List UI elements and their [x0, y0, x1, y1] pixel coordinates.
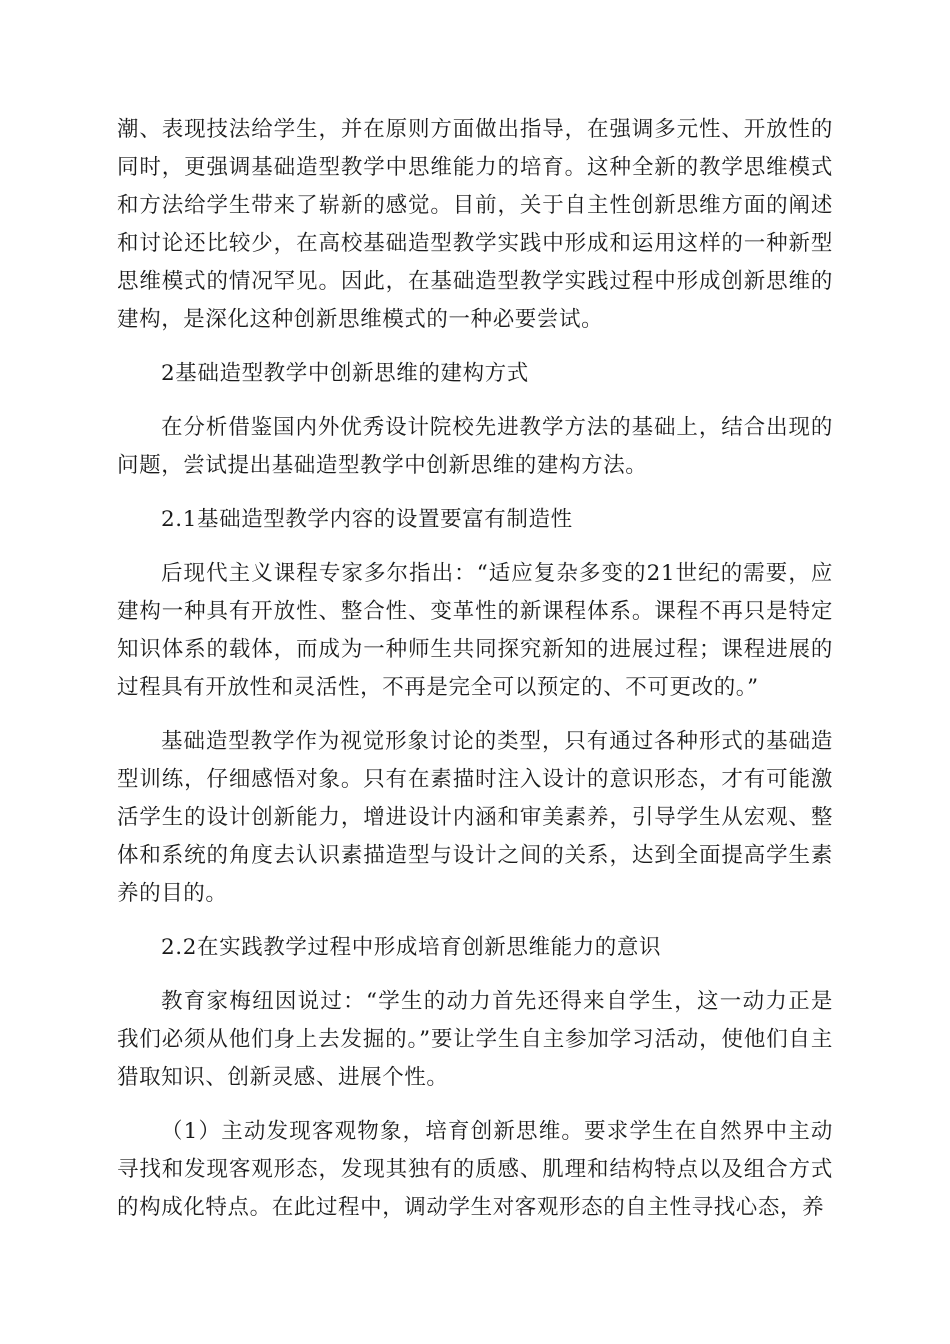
paragraph-basic-modeling: 基础造型教学作为视觉形象讨论的类型，只有通过各种形式的基础造型训练，仔细感悟对象。只有在素描时注入设计的意识形态，才有可能激活学生的设计创新能力，增进设计内涵和审美素养，引导学生从宏观、整体和系统的角度去认识素描造型与设计之间的关系，达到全面提高学生素养的目的。 — [117, 729, 833, 906]
paragraph-item-1: （1）主动发现客观物象，培育创新思维。要求学生在自然界中主动寻找和发现客观形态，发现其独有的质感、肌理和结构特点以及组合方式的构成化特点。在此过程中，调动学生对客观形态的自主性寻找心态，养 — [117, 1119, 833, 1220]
section-heading-2: 2基础造型教学中创新思维的建构方式 — [161, 361, 529, 386]
paragraph-intro-methods: 在分析借鉴国内外优秀设计院校先进教学方法的基础上，结合出现的问题，尝试提出基础造型教学中创新思维的建构方法。 — [117, 415, 833, 478]
paragraph-continuation: 潮、表现技法给学生，并在原则方面做出指导，在强调多元性、开放性的同时，更强调基础造型教学中思维能力的培育。这种全新的教学思维模式和方法给学生带来了崭新的感觉。目前，关于自主性创新思维方面的阐述和讨论还比较少，在高校基础造型教学实践中形成和运用这样的一种新型思维模式的情况罕见。因此，在基础造型教学实践过程中形成创新思维的建构，是深化这种创新思维模式的一种必要尝试。 — [117, 117, 833, 332]
paragraph-menuhin-quote: 教育家梅纽因说过：“学生的动力首先还得来自学生，这一动力正是我们必须从他们身上去发掘的。”要让学生自主参加学习活动，使他们自主猎取知识、创新灵感、进展个性。 — [117, 989, 833, 1090]
subsection-heading-2-1: 2.1基础造型教学内容的设置要富有制造性 — [161, 507, 573, 532]
subsection-heading-2-2: 2.2在实践教学过程中形成培育创新思维能力的意识 — [161, 935, 662, 960]
document-body — [117, 111, 833, 1227]
paragraph-doll-quote: 后现代主义课程专家多尔指出：“适应复杂多变的21世纪的需要，应建构一种具有开放性、整合性、变革性的新课程体系。课程不再只是特定知识体系的载体，而成为一种师生共同探究新知的进展过程；课程进展的过程具有开放性和灵活性，不再是完全可以预定的、不可更改的。” — [117, 561, 833, 700]
